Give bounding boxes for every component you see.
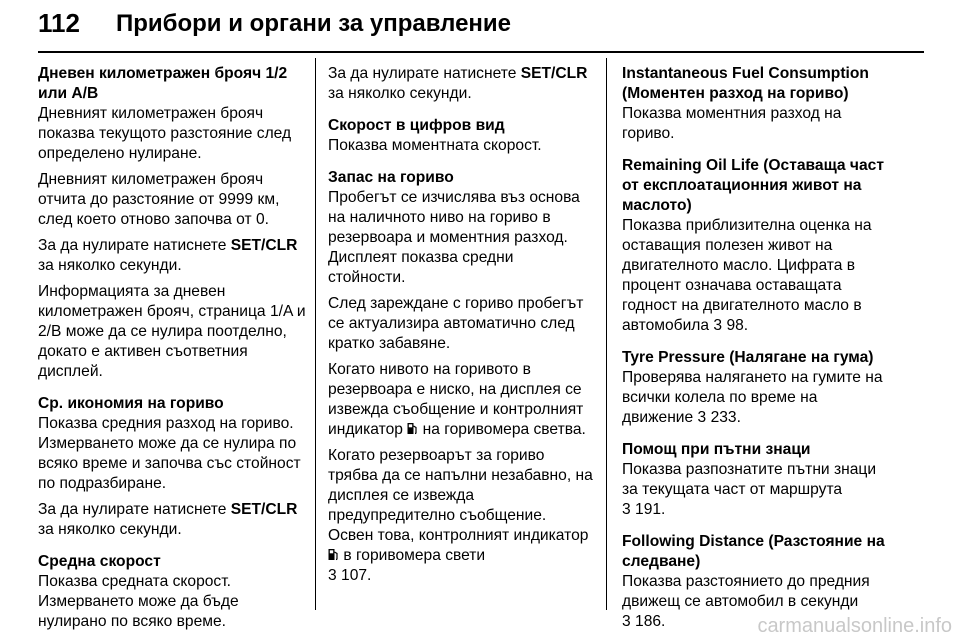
page-reference-icon: 3	[697, 409, 707, 426]
page-title: Прибори и органи за управление	[116, 10, 512, 37]
page-header	[38, 6, 924, 46]
section-avg-fuel-economy	[38, 394, 306, 540]
button-name-set-clr: SET/CLR	[230, 237, 298, 254]
section-reset-instruction	[328, 64, 593, 104]
text: Показва разстоянието до предния движещ се автомобил в секунди	[622, 573, 870, 610]
section-fuel-range	[328, 168, 593, 586]
column-divider	[315, 58, 316, 610]
page-reference-icon: 3	[713, 317, 723, 334]
section-average-speed	[38, 552, 306, 632]
text: за няколко секунди.	[328, 85, 472, 102]
page-reference-icon: 3	[328, 567, 337, 584]
section-heading: Remaining Oil Life (Оставаща част от експлоатационния живот на маслото)	[622, 157, 884, 214]
text: Показва приблизителна оценка на оставащия полезен живот на двигателното масло. Цифрата в процент означава оставащата годност на двигателното масло в автомобила	[622, 217, 872, 334]
text: За да нулирате натиснете	[38, 237, 227, 254]
page-reference: 98.	[726, 317, 749, 334]
section-heading: Средна скорост	[38, 553, 161, 570]
column-middle	[328, 64, 593, 598]
column-left	[38, 64, 306, 644]
button-name-set-clr: SET/CLR	[520, 65, 588, 82]
section-digital-speed	[328, 116, 593, 156]
section-heading: Instantaneous Fuel Consumption (Моментен разход на гориво)	[622, 65, 869, 102]
fuel-pump-icon	[328, 547, 339, 560]
paragraph	[622, 368, 890, 428]
paragraph: Показва моментната скорост.	[328, 137, 542, 154]
section-heading: Помощ при пътни знаци	[622, 441, 811, 458]
header-rule	[38, 51, 924, 53]
paragraph	[328, 446, 593, 586]
section-heading: Скорост в цифров вид	[328, 117, 505, 134]
section-heading: Ср. икономия на гориво	[38, 395, 224, 412]
text: Проверява налягането на гумите на всички колела по време на движение	[622, 369, 883, 426]
section-instant-fuel	[622, 64, 890, 144]
section-tyre-pressure	[622, 348, 890, 428]
text: Когато нивото на горивото в резервоара е ниско, на дисплея се извежда съобщение и контролният индикатор	[328, 361, 584, 438]
page-reference-icon: 3	[622, 613, 631, 630]
section-trip-odometer	[38, 64, 306, 382]
column-right	[622, 64, 890, 644]
text: в горивомера свети	[343, 547, 486, 564]
paragraph: Дневният километражен брояч показва текущото разстояние след определено нулиране.	[38, 105, 292, 162]
text: За да нулирате натиснете	[38, 501, 227, 518]
page-reference: 191.	[635, 501, 666, 518]
section-heading: Дневен километражен брояч 1/2 или A/B	[38, 65, 288, 102]
paragraph: Показва моментния разход на гориво.	[622, 105, 842, 142]
page-reference: 107.	[341, 567, 372, 584]
section-oil-life	[622, 156, 890, 336]
watermark: carmanualsonline.info	[757, 615, 952, 637]
column-divider	[606, 58, 607, 610]
paragraph: Показва средната скорост. Измерването може да бъде нулирано по всяко време.	[38, 573, 239, 630]
section-traffic-sign-assist	[622, 440, 890, 520]
paragraph	[622, 216, 890, 336]
fuel-pump-icon	[407, 421, 418, 434]
paragraph	[38, 500, 306, 540]
paragraph: Информацията за дневен километражен брояч, страница 1/A и 2/B може да се нулира поотделно, докато е активен съответния дисплей.	[38, 283, 306, 380]
text: За да нулирате натиснете	[328, 65, 517, 82]
section-heading: Запас на гориво	[328, 169, 454, 186]
paragraph	[38, 236, 306, 276]
text: на горивомера светва.	[422, 421, 586, 438]
page-reference-icon: 3	[622, 501, 631, 518]
text: Показва разпознатите пътни знаци за текущата част от маршрута	[622, 461, 877, 498]
paragraph: Дневният километражен брояч отчита до разстояние от 9999 км, след което отново започва от 0.	[38, 171, 280, 228]
text: за няколко секунди.	[38, 521, 182, 538]
page-reference: 233.	[710, 409, 741, 426]
paragraph: Показва средния разход на гориво. Измерването може да се нулира по всяко време и започва със стойност по подразбиране.	[38, 415, 301, 492]
paragraph	[622, 460, 890, 520]
page-number: 112	[38, 8, 80, 38]
paragraph	[328, 360, 593, 440]
paragraph: След зареждане с гориво пробегът се актуализира автоматично след кратко забавяне.	[328, 295, 584, 352]
section-heading: Tyre Pressure (Налягане на гума)	[622, 349, 874, 366]
text: Когато резервоарът за гориво трябва да се напълни незабавно, на дисплея се извежда предупредително съобщение. Освен това, контролният индикатор	[328, 447, 593, 544]
button-name-set-clr: SET/CLR	[230, 501, 298, 518]
section-heading: Following Distance (Разстояние на следване)	[622, 533, 885, 570]
page-reference: 186.	[635, 613, 666, 630]
text: за няколко секунди.	[38, 257, 182, 274]
paragraph: Пробегът се изчислява въз основа на наличното ниво на гориво в резервоара и моментния разход. Дисплеят показва средни стойности.	[328, 189, 580, 286]
paragraph	[328, 64, 593, 104]
